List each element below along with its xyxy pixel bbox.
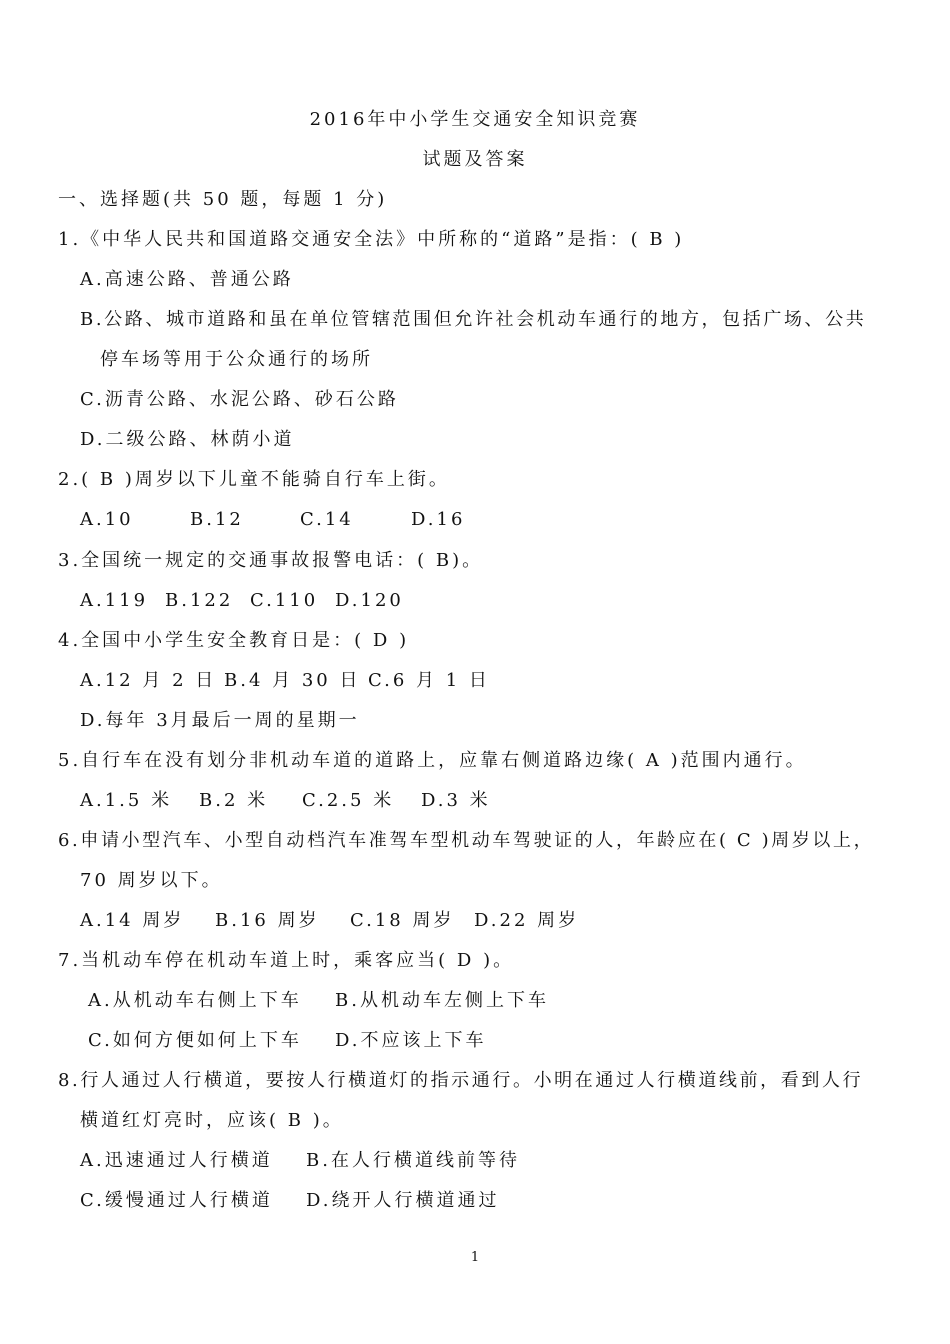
q3-option-b: B.122 [165, 590, 234, 611]
q1-option-d: D.二级公路、林荫小道 [80, 429, 295, 450]
question-5: 5.自行车在没有划分非机动车道的道路上，应靠右侧道路边缘( A )范围内通行。 [58, 750, 807, 771]
question-8-line1: 8.行人通过人行横道，要按人行横道灯的指示通行。小明在通过人行横道线前，看到人行 [58, 1070, 864, 1091]
q1-option-a: A.高速公路、普通公路 [80, 269, 294, 290]
question-6-line2: 70 周岁以下。 [80, 870, 223, 891]
q7-option-a: A.从机动车右侧上下车 [88, 990, 302, 1011]
question-1: 1.《中华人民共和国道路交通安全法》中所称的“道路”是指：( B ) [58, 229, 685, 250]
q1-option-c: C.沥青公路、水泥公路、砂石公路 [80, 389, 399, 410]
q3-option-d: D.120 [335, 590, 404, 611]
page-number: 1 [470, 1250, 480, 1265]
q5-option-d: D.3 米 [421, 790, 491, 811]
q5-option-c: C.2.5 米 [302, 790, 395, 811]
q7-option-d: D.不应该上下车 [335, 1030, 487, 1051]
q2-option-d: D.16 [411, 509, 466, 530]
q4-option-c: C.6 月 1 日 [368, 670, 490, 691]
q8-option-a: A.迅速通过人行横道 [80, 1150, 273, 1171]
q8-option-b: B.在人行横道线前等待 [306, 1150, 520, 1171]
q2-option-a: A.10 [80, 509, 134, 530]
q4-option-d: D.每年 3月最后一周的星期一 [80, 710, 360, 731]
q7-option-c: C.如何方便如何上下车 [88, 1030, 302, 1051]
q6-option-b: B.16 周岁 [215, 910, 320, 931]
q5-option-a: A.1.5 米 [80, 790, 173, 811]
page-subtitle: 试题及答案 [422, 149, 528, 170]
question-4: 4.全国中小学生安全教育日是：( D ) [58, 630, 410, 651]
q3-option-a: A.119 [80, 590, 149, 611]
q2-option-b: B.12 [190, 509, 244, 530]
q3-option-c: C.110 [250, 590, 319, 611]
q1-option-b-line1: B.公路、城市道路和虽在单位管辖范围但允许社会机动车通行的地方，包括广场、公共 [80, 309, 867, 330]
q6-option-a: A.14 周岁 [80, 910, 185, 931]
page-title: 2016年中小学生交通安全知识竞赛 [309, 109, 641, 130]
question-8-line2: 横道红灯亮时，应该( B )。 [80, 1110, 344, 1131]
q8-option-c: C.缓慢通过人行横道 [80, 1190, 273, 1211]
question-2: 2.( B )周岁以下儿童不能骑自行车上街。 [58, 469, 450, 490]
question-7: 7.当机动车停在机动车道上时，乘客应当( D )。 [58, 950, 515, 971]
q8-option-d: D.绕开人行横道通过 [306, 1190, 500, 1211]
q6-option-d: D.22 周岁 [474, 910, 580, 931]
question-3: 3.全国统一规定的交通事故报警电话：( B)。 [58, 550, 484, 571]
q1-option-b-line2: 停车场等用于公众通行的场所 [100, 349, 373, 370]
q6-option-c: C.18 周岁 [350, 910, 455, 931]
section-heading: 一、选择题(共 50 题，每题 1 分) [58, 189, 388, 210]
q2-option-c: C.14 [300, 509, 354, 530]
q4-option-b: B.4 月 30 日 [224, 670, 361, 691]
q4-option-a: A.12 月 2 日 [80, 670, 217, 691]
q5-option-b: B.2 米 [199, 790, 269, 811]
q7-option-b: B.从机动车左侧上下车 [335, 990, 549, 1011]
question-6-line1: 6.申请小型汽车、小型自动档汽车准驾车型机动车驾驶证的人，年龄应在( C )周岁以上， [58, 830, 875, 851]
